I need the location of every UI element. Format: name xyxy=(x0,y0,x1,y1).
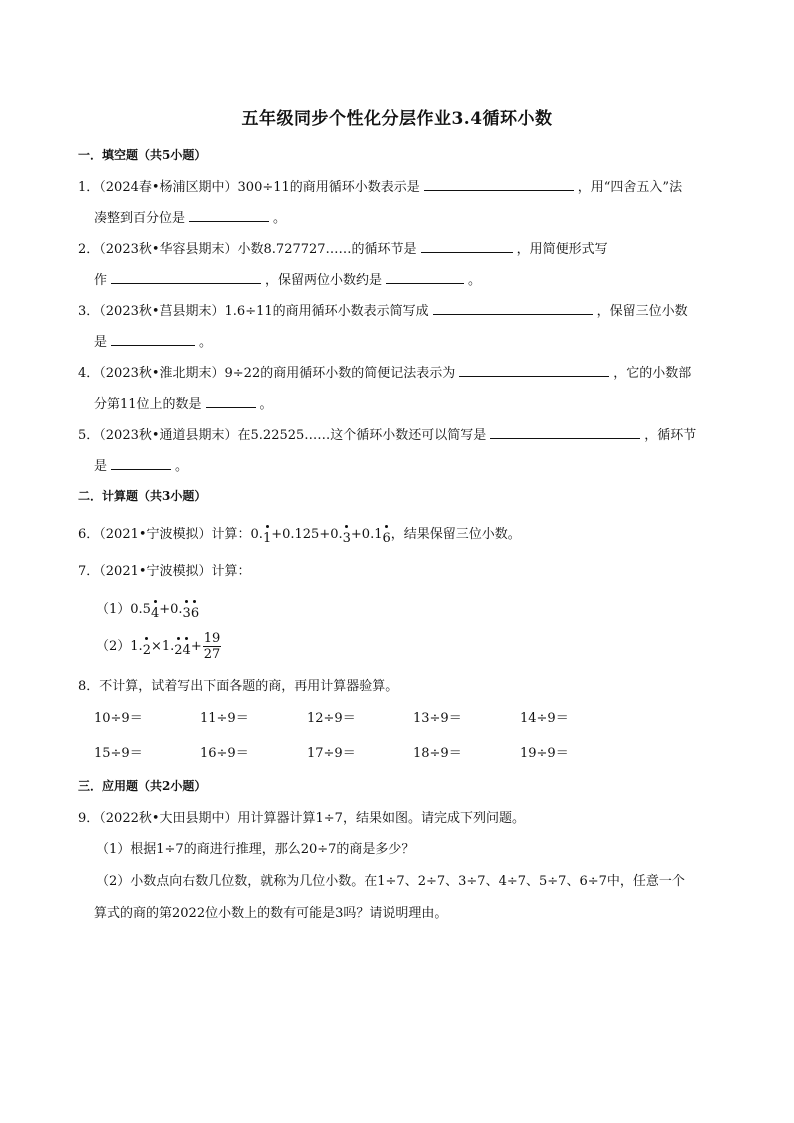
question-4-text-c: 分第11位上的数是 xyxy=(94,397,202,412)
page-title: 五年级同步个性化分层作业3.4循环小数 xyxy=(241,109,553,129)
question-2-text-b: ，用简便形式写 xyxy=(516,242,608,257)
repeating-digit: 4 xyxy=(182,643,191,658)
fraction xyxy=(203,631,222,662)
answer-blank[interactable] xyxy=(111,333,195,346)
question-4-text-d: 。 xyxy=(259,397,273,412)
question-5-line-2 xyxy=(94,455,188,474)
division-item: 12÷9＝ xyxy=(307,711,356,726)
answer-blank[interactable] xyxy=(433,302,593,315)
question-6-text-b: +0.125+0. xyxy=(271,527,343,542)
question-2-line-1 xyxy=(78,238,608,257)
question-4-line-1 xyxy=(78,362,691,381)
question-7-stem: 7．（2021•宁波模拟）计算： xyxy=(78,564,251,579)
answer-blank[interactable] xyxy=(424,178,574,191)
question-1-text-d: 。 xyxy=(273,211,287,226)
repeating-digit: 6 xyxy=(190,606,200,621)
division-item: 15÷9＝ xyxy=(94,746,143,761)
question-3-text-c: 是 xyxy=(94,335,108,350)
question-1-text: 1．（2024春•杨浦区期中）300÷11的商用循环小数表示是 xyxy=(78,180,420,195)
question-5-text: 5．（2023秋•通道县期末）在5.22525……这个循环小数还可以简写是 xyxy=(78,428,487,443)
question-6-text-e: ，结果保留三位小数。 xyxy=(390,527,521,542)
question-3-line-2 xyxy=(94,331,212,350)
question-3-text-d: 。 xyxy=(199,335,213,350)
question-9-stem: 9．（2022秋•大田县期中）用计算器计算1÷7，结果如图。请完成下列问题。 xyxy=(78,811,525,826)
division-item: 14÷9＝ xyxy=(520,711,569,726)
division-item: 11÷9＝ xyxy=(200,711,249,726)
answer-blank[interactable] xyxy=(111,457,171,470)
question-7-part-1 xyxy=(96,598,200,621)
fraction-numerator: 19 xyxy=(203,631,221,646)
question-6-text-c: +0.1 xyxy=(350,527,383,542)
question-2-line-2 xyxy=(94,269,481,288)
question-6-text: 6．（2021•宁波模拟）计算：0. xyxy=(78,527,263,542)
question-1-line-1 xyxy=(78,176,682,195)
fraction-denominator: 27 xyxy=(203,647,221,662)
question-2-text: 2．（2023秋•华容县期末）小数8.727727……的循环节是 xyxy=(78,242,417,257)
answer-blank[interactable] xyxy=(421,240,513,253)
repeating-digit: 2 xyxy=(174,643,183,658)
answer-blank[interactable] xyxy=(459,364,609,377)
answer-blank[interactable] xyxy=(189,209,269,222)
repeating-digit: 4 xyxy=(150,606,160,621)
question-9-part-1: （1）根据1÷7的商进行推理，那么20÷7的商是多少？ xyxy=(96,842,415,857)
division-item: 19÷9＝ xyxy=(520,746,569,761)
question-1-line-2 xyxy=(94,207,286,226)
q7-p2-text-b: ×1. xyxy=(150,639,175,654)
question-7-part-2 xyxy=(96,631,221,662)
q7-p1-text-b: +0. xyxy=(159,602,183,617)
question-5-line-1 xyxy=(78,424,696,443)
repeating-digit: 2 xyxy=(142,643,151,658)
answer-blank[interactable] xyxy=(111,271,261,284)
division-item: 13÷9＝ xyxy=(413,711,462,726)
question-9-part-2-line-2: 算式的商的第2022位小数上的数有可能是3吗？请说明理由。 xyxy=(94,906,448,921)
question-6 xyxy=(78,523,521,546)
repeating-digit: 3 xyxy=(182,606,191,621)
division-item: 18÷9＝ xyxy=(413,746,462,761)
question-3-text: 3．（2023秋•莒县期末）1.6÷11的商用循环小数表示简写成 xyxy=(78,304,429,319)
section-calculation: 二．计算题（共3小题） xyxy=(78,489,207,503)
repeating-digit: 3 xyxy=(342,531,351,546)
q7-p2-text: （2）1. xyxy=(96,639,143,654)
question-4-text: 4．（2023秋•淮北期末）9÷22的商用循环小数的简便记法表示为 xyxy=(78,366,456,381)
section-application: 三．应用题（共2小题） xyxy=(78,779,207,793)
question-4-text-b: ，它的小数部 xyxy=(613,366,692,381)
question-4-line-2 xyxy=(94,393,273,412)
question-1-text-c: 凑整到百分位是 xyxy=(94,211,186,226)
question-9-part-2-line-1: （2）小数点向右数几位数，就称为几位小数。在1÷7、2÷7、3÷7、4÷7、5÷7、6÷7中，任意一个 xyxy=(96,874,685,889)
question-2-text-c: 作 xyxy=(94,273,108,288)
question-2-text-d: ，保留两位小数约是 xyxy=(265,273,383,288)
division-item: 16÷9＝ xyxy=(200,746,249,761)
question-5-text-c: 是 xyxy=(94,459,108,474)
answer-blank[interactable] xyxy=(490,426,640,439)
answer-blank[interactable] xyxy=(386,271,464,284)
question-1-text-b: ，用“四舍五入”法 xyxy=(577,180,683,195)
question-8-stem: 8．不计算，试着写出下面各题的商，再用计算器验算。 xyxy=(78,679,399,694)
division-item: 17÷9＝ xyxy=(307,746,356,761)
question-3-text-b: ，保留三位小数 xyxy=(596,304,688,319)
question-5-text-b: ，循环节 xyxy=(644,428,697,443)
question-3-line-1 xyxy=(78,300,688,319)
q7-p2-plus: + xyxy=(190,639,202,654)
section-fill-blank: 一．填空题（共5小题） xyxy=(78,148,207,162)
repeating-digit: 6 xyxy=(382,531,391,546)
question-5-text-d: 。 xyxy=(175,459,189,474)
q7-p1-text: （1）0.5 xyxy=(96,602,151,617)
repeating-digit: 1 xyxy=(262,531,272,546)
answer-blank[interactable] xyxy=(206,395,256,408)
division-item: 10÷9＝ xyxy=(94,711,143,726)
question-2-text-e: 。 xyxy=(468,273,482,288)
